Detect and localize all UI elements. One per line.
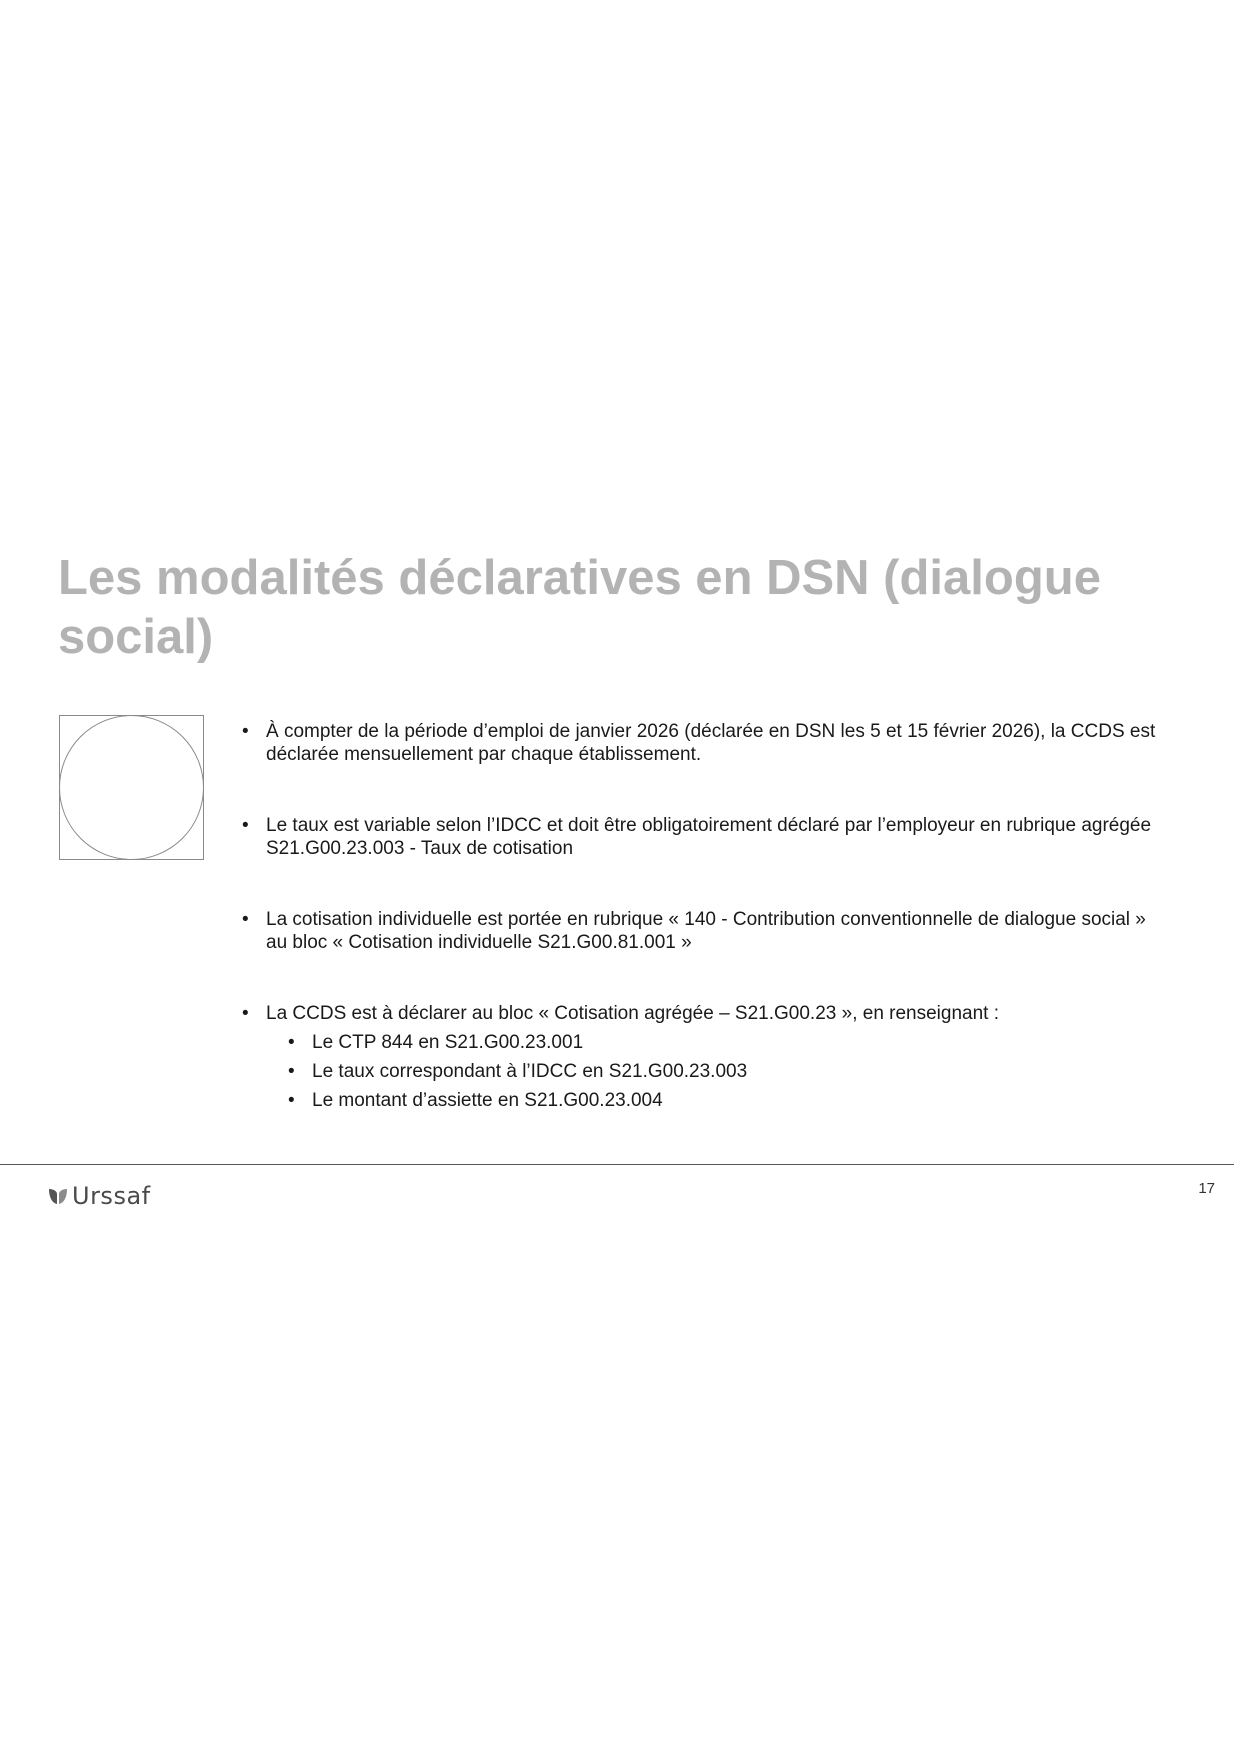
urssaf-logo <box>48 1181 151 1211</box>
bullet-item <box>242 908 1162 954</box>
bullet-item <box>242 1002 1162 1112</box>
bullet-list <box>242 720 1162 1118</box>
page-number: 17 <box>1198 1180 1215 1197</box>
bullet-item <box>242 814 1162 860</box>
slide-title: Les modalités déclaratives en DSN (dialogue social) <box>58 551 1101 664</box>
circle-in-square-placeholder-icon <box>59 715 204 860</box>
bullet-text: À compter de la période d’emploi de janvier 2026 (déclarée en DSN les 5 et 15 février 2026), la CCDS est déclarée mensuellement par chaque établissement. <box>266 721 1156 765</box>
sub-bullet-item: • Le montant d’assiette en S21.G00.23.004 <box>288 1089 1162 1112</box>
bullet-item <box>242 720 1162 766</box>
sub-bullet-item: • Le taux correspondant à l’IDCC en S21.G00.23.003 <box>288 1060 1162 1083</box>
bullet-text: La CCDS est à déclarer au bloc « Cotisation agrégée – S21.G00.23 », en renseignant : <box>266 1003 1000 1024</box>
sub-bullet-list <box>266 1031 1162 1112</box>
bullet-text: La cotisation individuelle est portée en rubrique « 140 - Contribution conventionnelle de dialogue social » au bloc « Cotisation individuelle S21.G00.81.001 » <box>266 909 1146 953</box>
logo-text: Urssaf <box>72 1182 151 1210</box>
urssaf-logo-mark-icon <box>48 1186 68 1206</box>
bullet-text: Le taux est variable selon l’IDCC et doit être obligatoirement déclaré par l’employeur en rubrique agrégée S21.G00.23.003 - Taux de cotisation <box>266 815 1152 859</box>
footer-divider <box>0 1164 1234 1165</box>
sub-bullet-item: • Le CTP 844 en S21.G00.23.001 <box>288 1031 1162 1054</box>
